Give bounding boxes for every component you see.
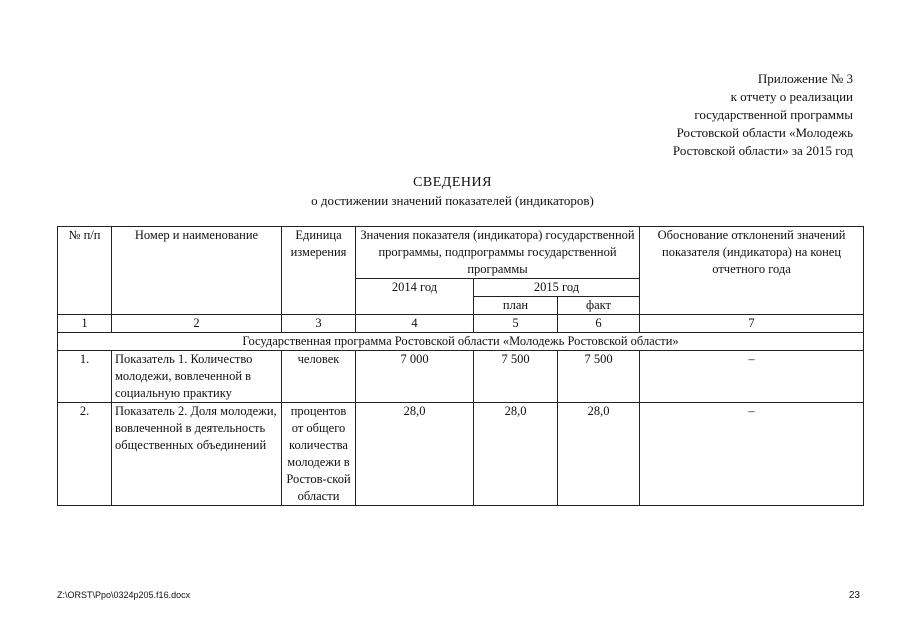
section-title: Государственная программа Ростовской области «Молодежь Ростовской области»	[58, 333, 864, 351]
header-unit: Единица измерения	[282, 227, 356, 315]
row-value-2014: 7 000	[356, 351, 474, 403]
header-fact: факт	[558, 297, 640, 315]
footer-page-number: 23	[848, 590, 860, 601]
column-number: 2	[112, 315, 282, 333]
row-value-2014: 28,0	[356, 403, 474, 506]
footer-file-path: Z:\ORST\Ppo\0324p205.f16.docx	[57, 590, 191, 600]
row-fact: 7 500	[558, 351, 640, 403]
header-justification: Обоснование отклонений значений показателя (индикатора) на конец отчетного года	[640, 227, 864, 315]
header-values: Значения показателя (индикатора) государственной программы, подпрограммы государственной программы	[356, 227, 640, 279]
column-number: 6	[558, 315, 640, 333]
row-justification: –	[640, 403, 864, 506]
header-year-2015: 2015 год	[474, 279, 640, 297]
header-name: Номер и наименование	[112, 227, 282, 315]
column-number: 1	[58, 315, 112, 333]
column-number: 3	[282, 315, 356, 333]
indicators-table	[57, 226, 864, 506]
title-sub: о достижении значений показателей (индикаторов)	[311, 193, 594, 208]
appendix-line: государственной программы	[694, 107, 853, 122]
row-unit: процентов от общего количества молодежи в Ростов-ской области	[282, 403, 356, 506]
header-year-2014: 2014 год	[356, 279, 474, 315]
column-number: 5	[474, 315, 558, 333]
column-number-row	[58, 315, 864, 333]
row-justification: –	[640, 351, 864, 403]
row-num: 1.	[58, 351, 112, 403]
row-fact: 28,0	[558, 403, 640, 506]
title-main: СВЕДЕНИЯ	[413, 175, 492, 190]
row-unit: человек	[282, 351, 356, 403]
table-row	[58, 403, 864, 506]
section-row	[58, 333, 864, 351]
column-number: 7	[640, 315, 864, 333]
column-number: 4	[356, 315, 474, 333]
appendix-line: к отчету о реализации	[730, 89, 853, 104]
appendix-line: Ростовской области» за 2015 год	[672, 143, 853, 158]
row-plan: 28,0	[474, 403, 558, 506]
row-num: 2.	[58, 403, 112, 506]
header-plan: план	[474, 297, 558, 315]
appendix-line: Ростовской области «Молодежь	[676, 125, 853, 140]
row-name: Показатель 2. Доля молодежи, вовлеченной в деятельность общественных объединений	[112, 403, 282, 506]
header-num: № п/п	[58, 227, 112, 315]
row-name: Показатель 1. Количество молодежи, вовлеченной в социальную практику	[112, 351, 282, 403]
appendix-line: Приложение № 3	[757, 71, 853, 86]
table-row	[58, 351, 864, 403]
row-plan: 7 500	[474, 351, 558, 403]
appendix-header	[593, 70, 853, 160]
